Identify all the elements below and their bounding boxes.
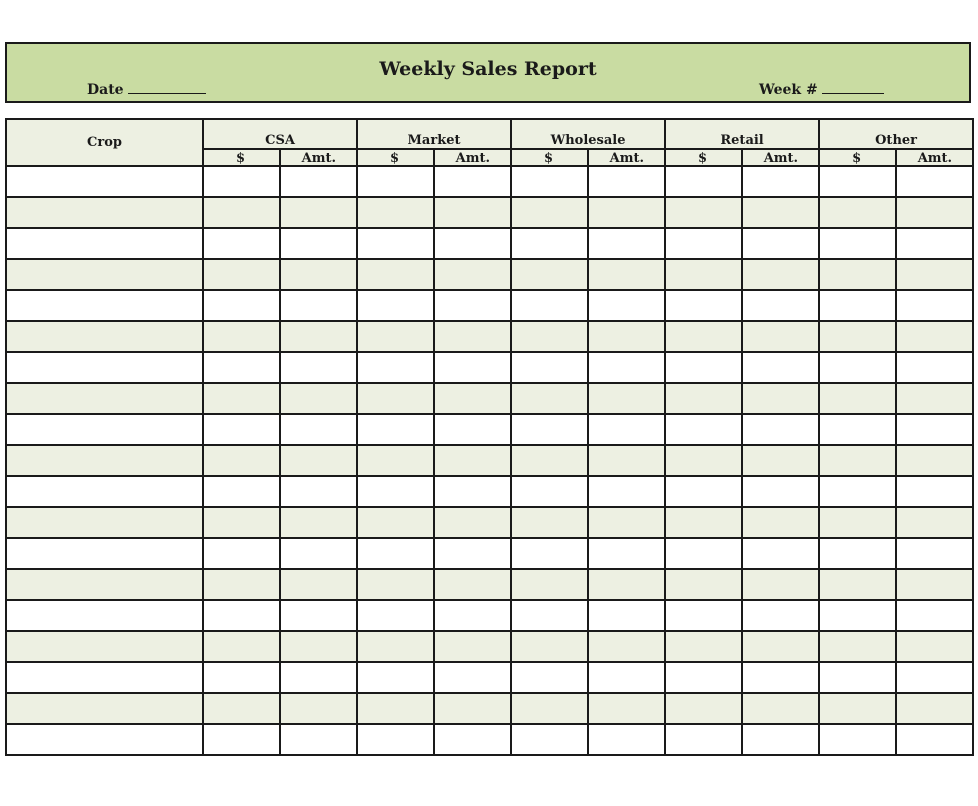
other-dollar-cell[interactable] bbox=[819, 290, 896, 321]
market-amount-cell[interactable] bbox=[434, 600, 511, 631]
wholesale-amount-cell[interactable] bbox=[588, 166, 665, 197]
wholesale-amount-cell[interactable] bbox=[588, 569, 665, 600]
retail-amount-header: Amt. bbox=[742, 149, 819, 166]
csa-amount-cell[interactable] bbox=[280, 228, 357, 259]
wholesale-dollar-cell[interactable] bbox=[511, 507, 588, 538]
csa-dollar-cell[interactable] bbox=[203, 445, 280, 476]
wholesale-amount-cell[interactable] bbox=[588, 538, 665, 569]
wholesale-amount-cell[interactable] bbox=[588, 724, 665, 755]
market-dollar-cell[interactable] bbox=[357, 507, 434, 538]
crop-cell[interactable] bbox=[6, 662, 203, 693]
table-row bbox=[6, 476, 973, 507]
csa-dollar-cell[interactable] bbox=[203, 600, 280, 631]
other-amount-cell[interactable] bbox=[896, 507, 973, 538]
retail-dollar-cell[interactable] bbox=[665, 569, 742, 600]
retail-dollar-cell[interactable] bbox=[665, 414, 742, 445]
csa-amount-cell[interactable] bbox=[280, 724, 357, 755]
csa-amount-cell[interactable] bbox=[280, 321, 357, 352]
table-row bbox=[6, 166, 973, 197]
crop-cell[interactable] bbox=[6, 228, 203, 259]
wholesale-dollar-cell[interactable] bbox=[511, 476, 588, 507]
table-row bbox=[6, 383, 973, 414]
other-dollar-cell[interactable] bbox=[819, 724, 896, 755]
csa-dollar-cell[interactable] bbox=[203, 352, 280, 383]
other-dollar-cell[interactable] bbox=[819, 166, 896, 197]
retail-amount-cell[interactable] bbox=[742, 228, 819, 259]
wholesale-amount-cell[interactable] bbox=[588, 445, 665, 476]
other-dollar-cell[interactable] bbox=[819, 569, 896, 600]
retail-amount-cell[interactable] bbox=[742, 352, 819, 383]
wholesale-dollar-cell[interactable] bbox=[511, 600, 588, 631]
week-blank-line[interactable] bbox=[822, 92, 884, 94]
retail-dollar-cell[interactable] bbox=[665, 259, 742, 290]
table-row bbox=[6, 507, 973, 538]
csa-amount-cell[interactable] bbox=[280, 414, 357, 445]
retail-amount-cell[interactable] bbox=[742, 507, 819, 538]
crop-cell[interactable] bbox=[6, 507, 203, 538]
table-row bbox=[6, 600, 973, 631]
retail-dollar-header: $ bbox=[665, 149, 742, 166]
retail-dollar-cell[interactable] bbox=[665, 197, 742, 228]
other-amount-cell[interactable] bbox=[896, 445, 973, 476]
table-row bbox=[6, 538, 973, 569]
other-dollar-cell[interactable] bbox=[819, 414, 896, 445]
other-dollar-cell[interactable] bbox=[819, 259, 896, 290]
market-amount-cell[interactable] bbox=[434, 724, 511, 755]
market-dollar-cell[interactable] bbox=[357, 352, 434, 383]
table-row bbox=[6, 352, 973, 383]
market-amount-cell[interactable] bbox=[434, 259, 511, 290]
other-dollar-cell[interactable] bbox=[819, 476, 896, 507]
other-dollar-cell[interactable] bbox=[819, 538, 896, 569]
market-dollar-cell[interactable] bbox=[357, 445, 434, 476]
market-dollar-cell[interactable] bbox=[357, 383, 434, 414]
retail-dollar-cell[interactable] bbox=[665, 321, 742, 352]
other-dollar-cell[interactable] bbox=[819, 600, 896, 631]
market-amount-cell[interactable] bbox=[434, 693, 511, 724]
wholesale-dollar-cell[interactable] bbox=[511, 197, 588, 228]
csa-dollar-cell[interactable] bbox=[203, 290, 280, 321]
date-label: Date bbox=[87, 82, 124, 98]
crop-cell[interactable] bbox=[6, 166, 203, 197]
crop-cell[interactable] bbox=[6, 321, 203, 352]
csa-dollar-cell[interactable] bbox=[203, 321, 280, 352]
wholesale-amount-cell[interactable] bbox=[588, 228, 665, 259]
csa-dollar-cell[interactable] bbox=[203, 414, 280, 445]
market-dollar-cell[interactable] bbox=[357, 259, 434, 290]
other-amount-cell[interactable] bbox=[896, 600, 973, 631]
market-amount-cell[interactable] bbox=[434, 569, 511, 600]
market-dollar-cell[interactable] bbox=[357, 724, 434, 755]
date-field[interactable] bbox=[87, 82, 206, 98]
other-amount-cell[interactable] bbox=[896, 321, 973, 352]
other-dollar-cell[interactable] bbox=[819, 507, 896, 538]
other-amount-cell[interactable] bbox=[896, 631, 973, 662]
csa-amount-cell[interactable] bbox=[280, 197, 357, 228]
wholesale-dollar-cell[interactable] bbox=[511, 321, 588, 352]
retail-amount-cell[interactable] bbox=[742, 631, 819, 662]
csa-dollar-header: $ bbox=[203, 149, 280, 166]
csa-amount-cell[interactable] bbox=[280, 569, 357, 600]
retail-dollar-cell[interactable] bbox=[665, 352, 742, 383]
market-dollar-cell[interactable] bbox=[357, 600, 434, 631]
table-row bbox=[6, 228, 973, 259]
market-dollar-cell[interactable] bbox=[357, 414, 434, 445]
retail-amount-cell[interactable] bbox=[742, 538, 819, 569]
retail-dollar-cell[interactable] bbox=[665, 166, 742, 197]
other-dollar-cell[interactable] bbox=[819, 197, 896, 228]
market-amount-cell[interactable] bbox=[434, 662, 511, 693]
crop-cell[interactable] bbox=[6, 724, 203, 755]
market-dollar-cell[interactable] bbox=[357, 631, 434, 662]
wholesale-dollar-cell[interactable] bbox=[511, 693, 588, 724]
week-field[interactable] bbox=[759, 82, 884, 98]
crop-cell[interactable] bbox=[6, 569, 203, 600]
csa-amount-cell[interactable] bbox=[280, 476, 357, 507]
csa-dollar-cell[interactable] bbox=[203, 631, 280, 662]
retail-dollar-cell[interactable] bbox=[665, 228, 742, 259]
wholesale-amount-cell[interactable] bbox=[588, 321, 665, 352]
market-amount-cell[interactable] bbox=[434, 290, 511, 321]
csa-dollar-cell[interactable] bbox=[203, 724, 280, 755]
market-amount-header: Amt. bbox=[434, 149, 511, 166]
week-label: Week # bbox=[759, 82, 818, 98]
retail-dollar-cell[interactable] bbox=[665, 600, 742, 631]
market-amount-cell[interactable] bbox=[434, 321, 511, 352]
market-amount-cell[interactable] bbox=[434, 476, 511, 507]
table-row bbox=[6, 197, 973, 228]
market-amount-cell[interactable] bbox=[434, 414, 511, 445]
retail-dollar-cell[interactable] bbox=[665, 631, 742, 662]
crop-cell[interactable] bbox=[6, 693, 203, 724]
table-row bbox=[6, 724, 973, 755]
wholesale-amount-cell[interactable] bbox=[588, 414, 665, 445]
wholesale-dollar-cell[interactable] bbox=[511, 538, 588, 569]
market-amount-cell[interactable] bbox=[434, 507, 511, 538]
csa-dollar-cell[interactable] bbox=[203, 538, 280, 569]
retail-dollar-cell[interactable] bbox=[665, 507, 742, 538]
csa-dollar-cell[interactable] bbox=[203, 383, 280, 414]
wholesale-amount-cell[interactable] bbox=[588, 259, 665, 290]
table-row bbox=[6, 259, 973, 290]
other-amount-cell[interactable] bbox=[896, 414, 973, 445]
other-amount-cell[interactable] bbox=[896, 662, 973, 693]
market-dollar-cell[interactable] bbox=[357, 662, 434, 693]
wholesale-dollar-cell[interactable] bbox=[511, 166, 588, 197]
other-amount-header: Amt. bbox=[896, 149, 973, 166]
other-amount-cell[interactable] bbox=[896, 290, 973, 321]
retail-dollar-cell[interactable] bbox=[665, 476, 742, 507]
crop-cell[interactable] bbox=[6, 383, 203, 414]
crop-cell[interactable] bbox=[6, 631, 203, 662]
other-dollar-cell[interactable] bbox=[819, 693, 896, 724]
other-dollar-cell[interactable] bbox=[819, 662, 896, 693]
other-amount-cell[interactable] bbox=[896, 383, 973, 414]
market-dollar-cell[interactable] bbox=[357, 197, 434, 228]
retail-amount-cell[interactable] bbox=[742, 259, 819, 290]
csa-amount-cell[interactable] bbox=[280, 538, 357, 569]
retail-dollar-cell[interactable] bbox=[665, 538, 742, 569]
retail-amount-cell[interactable] bbox=[742, 321, 819, 352]
csa-dollar-cell[interactable] bbox=[203, 476, 280, 507]
wholesale-amount-header: Amt. bbox=[588, 149, 665, 166]
wholesale-amount-cell[interactable] bbox=[588, 600, 665, 631]
table-row bbox=[6, 290, 973, 321]
wholesale-amount-cell[interactable] bbox=[588, 352, 665, 383]
crop-cell[interactable] bbox=[6, 290, 203, 321]
table-body bbox=[6, 166, 973, 755]
csa-amount-cell[interactable] bbox=[280, 259, 357, 290]
other-dollar-cell[interactable] bbox=[819, 321, 896, 352]
other-amount-cell[interactable] bbox=[896, 538, 973, 569]
other-amount-cell[interactable] bbox=[896, 259, 973, 290]
csa-dollar-cell[interactable] bbox=[203, 507, 280, 538]
wholesale-dollar-cell[interactable] bbox=[511, 724, 588, 755]
retail-dollar-cell[interactable] bbox=[665, 445, 742, 476]
market-amount-cell[interactable] bbox=[434, 383, 511, 414]
market-amount-cell[interactable] bbox=[434, 445, 511, 476]
wholesale-amount-cell[interactable] bbox=[588, 631, 665, 662]
market-dollar-cell[interactable] bbox=[357, 476, 434, 507]
crop-cell[interactable] bbox=[6, 414, 203, 445]
wholesale-dollar-cell[interactable] bbox=[511, 662, 588, 693]
csa-amount-cell[interactable] bbox=[280, 166, 357, 197]
csa-amount-cell[interactable] bbox=[280, 631, 357, 662]
retail-amount-cell[interactable] bbox=[742, 724, 819, 755]
market-dollar-cell[interactable] bbox=[357, 290, 434, 321]
other-amount-cell[interactable] bbox=[896, 476, 973, 507]
csa-amount-cell[interactable] bbox=[280, 662, 357, 693]
retail-dollar-cell[interactable] bbox=[665, 662, 742, 693]
other-dollar-cell[interactable] bbox=[819, 383, 896, 414]
market-column-header: Market bbox=[357, 119, 511, 149]
wholesale-dollar-cell[interactable] bbox=[511, 631, 588, 662]
other-amount-cell[interactable] bbox=[896, 352, 973, 383]
wholesale-amount-cell[interactable] bbox=[588, 662, 665, 693]
crop-cell[interactable] bbox=[6, 600, 203, 631]
wholesale-dollar-cell[interactable] bbox=[511, 445, 588, 476]
wholesale-dollar-cell[interactable] bbox=[511, 228, 588, 259]
csa-amount-cell[interactable] bbox=[280, 600, 357, 631]
other-dollar-cell[interactable] bbox=[819, 445, 896, 476]
wholesale-dollar-cell[interactable] bbox=[511, 414, 588, 445]
retail-amount-cell[interactable] bbox=[742, 445, 819, 476]
retail-dollar-cell[interactable] bbox=[665, 290, 742, 321]
wholesale-amount-cell[interactable] bbox=[588, 693, 665, 724]
other-amount-cell[interactable] bbox=[896, 724, 973, 755]
table-row bbox=[6, 631, 973, 662]
wholesale-amount-cell[interactable] bbox=[588, 507, 665, 538]
csa-dollar-cell[interactable] bbox=[203, 197, 280, 228]
wholesale-dollar-header: $ bbox=[511, 149, 588, 166]
wholesale-dollar-cell[interactable] bbox=[511, 259, 588, 290]
retail-amount-cell[interactable] bbox=[742, 383, 819, 414]
retail-amount-cell[interactable] bbox=[742, 476, 819, 507]
retail-amount-cell[interactable] bbox=[742, 166, 819, 197]
market-amount-cell[interactable] bbox=[434, 538, 511, 569]
wholesale-amount-cell[interactable] bbox=[588, 197, 665, 228]
retail-dollar-cell[interactable] bbox=[665, 383, 742, 414]
csa-amount-cell[interactable] bbox=[280, 507, 357, 538]
wholesale-dollar-cell[interactable] bbox=[511, 352, 588, 383]
other-amount-cell[interactable] bbox=[896, 569, 973, 600]
csa-amount-cell[interactable] bbox=[280, 445, 357, 476]
market-dollar-cell[interactable] bbox=[357, 321, 434, 352]
sales-table bbox=[5, 118, 974, 756]
table-row bbox=[6, 445, 973, 476]
table-row bbox=[6, 693, 973, 724]
crop-cell[interactable] bbox=[6, 476, 203, 507]
market-dollar-cell[interactable] bbox=[357, 228, 434, 259]
other-dollar-cell[interactable] bbox=[819, 631, 896, 662]
market-amount-cell[interactable] bbox=[434, 352, 511, 383]
market-amount-cell[interactable] bbox=[434, 228, 511, 259]
market-amount-cell[interactable] bbox=[434, 631, 511, 662]
other-dollar-cell[interactable] bbox=[819, 228, 896, 259]
csa-dollar-cell[interactable] bbox=[203, 166, 280, 197]
crop-cell[interactable] bbox=[6, 352, 203, 383]
retail-amount-cell[interactable] bbox=[742, 197, 819, 228]
other-dollar-header: $ bbox=[819, 149, 896, 166]
group-header-row bbox=[6, 119, 973, 149]
market-dollar-cell[interactable] bbox=[357, 166, 434, 197]
other-amount-cell[interactable] bbox=[896, 166, 973, 197]
market-amount-cell[interactable] bbox=[434, 197, 511, 228]
wholesale-amount-cell[interactable] bbox=[588, 290, 665, 321]
date-blank-line[interactable] bbox=[128, 92, 206, 94]
retail-amount-cell[interactable] bbox=[742, 662, 819, 693]
other-dollar-cell[interactable] bbox=[819, 352, 896, 383]
retail-amount-cell[interactable] bbox=[742, 693, 819, 724]
report-header bbox=[5, 42, 971, 103]
csa-column-header: CSA bbox=[203, 119, 357, 149]
retail-amount-cell[interactable] bbox=[742, 600, 819, 631]
csa-amount-cell[interactable] bbox=[280, 693, 357, 724]
wholesale-amount-cell[interactable] bbox=[588, 476, 665, 507]
table-row bbox=[6, 414, 973, 445]
retail-amount-cell[interactable] bbox=[742, 290, 819, 321]
retail-dollar-cell[interactable] bbox=[665, 693, 742, 724]
report-title: Weekly Sales Report bbox=[379, 58, 597, 80]
wholesale-column-header: Wholesale bbox=[511, 119, 665, 149]
csa-dollar-cell[interactable] bbox=[203, 569, 280, 600]
csa-dollar-cell[interactable] bbox=[203, 662, 280, 693]
csa-amount-cell[interactable] bbox=[280, 383, 357, 414]
market-dollar-cell[interactable] bbox=[357, 538, 434, 569]
other-amount-cell[interactable] bbox=[896, 228, 973, 259]
wholesale-amount-cell[interactable] bbox=[588, 383, 665, 414]
csa-amount-cell[interactable] bbox=[280, 290, 357, 321]
market-dollar-cell[interactable] bbox=[357, 569, 434, 600]
table-row bbox=[6, 662, 973, 693]
crop-column-header: Crop bbox=[6, 119, 203, 166]
other-column-header: Other bbox=[819, 119, 973, 149]
crop-cell[interactable] bbox=[6, 538, 203, 569]
table-row bbox=[6, 569, 973, 600]
wholesale-dollar-cell[interactable] bbox=[511, 569, 588, 600]
wholesale-dollar-cell[interactable] bbox=[511, 383, 588, 414]
other-amount-cell[interactable] bbox=[896, 197, 973, 228]
csa-amount-cell[interactable] bbox=[280, 352, 357, 383]
retail-amount-cell[interactable] bbox=[742, 569, 819, 600]
retail-dollar-cell[interactable] bbox=[665, 724, 742, 755]
market-dollar-cell[interactable] bbox=[357, 693, 434, 724]
market-amount-cell[interactable] bbox=[434, 166, 511, 197]
csa-dollar-cell[interactable] bbox=[203, 228, 280, 259]
crop-cell[interactable] bbox=[6, 445, 203, 476]
retail-column-header: Retail bbox=[665, 119, 819, 149]
crop-cell[interactable] bbox=[6, 197, 203, 228]
csa-dollar-cell[interactable] bbox=[203, 259, 280, 290]
table-row bbox=[6, 321, 973, 352]
retail-amount-cell[interactable] bbox=[742, 414, 819, 445]
csa-dollar-cell[interactable] bbox=[203, 693, 280, 724]
wholesale-dollar-cell[interactable] bbox=[511, 290, 588, 321]
other-amount-cell[interactable] bbox=[896, 693, 973, 724]
csa-amount-header: Amt. bbox=[280, 149, 357, 166]
crop-cell[interactable] bbox=[6, 259, 203, 290]
market-dollar-header: $ bbox=[357, 149, 434, 166]
